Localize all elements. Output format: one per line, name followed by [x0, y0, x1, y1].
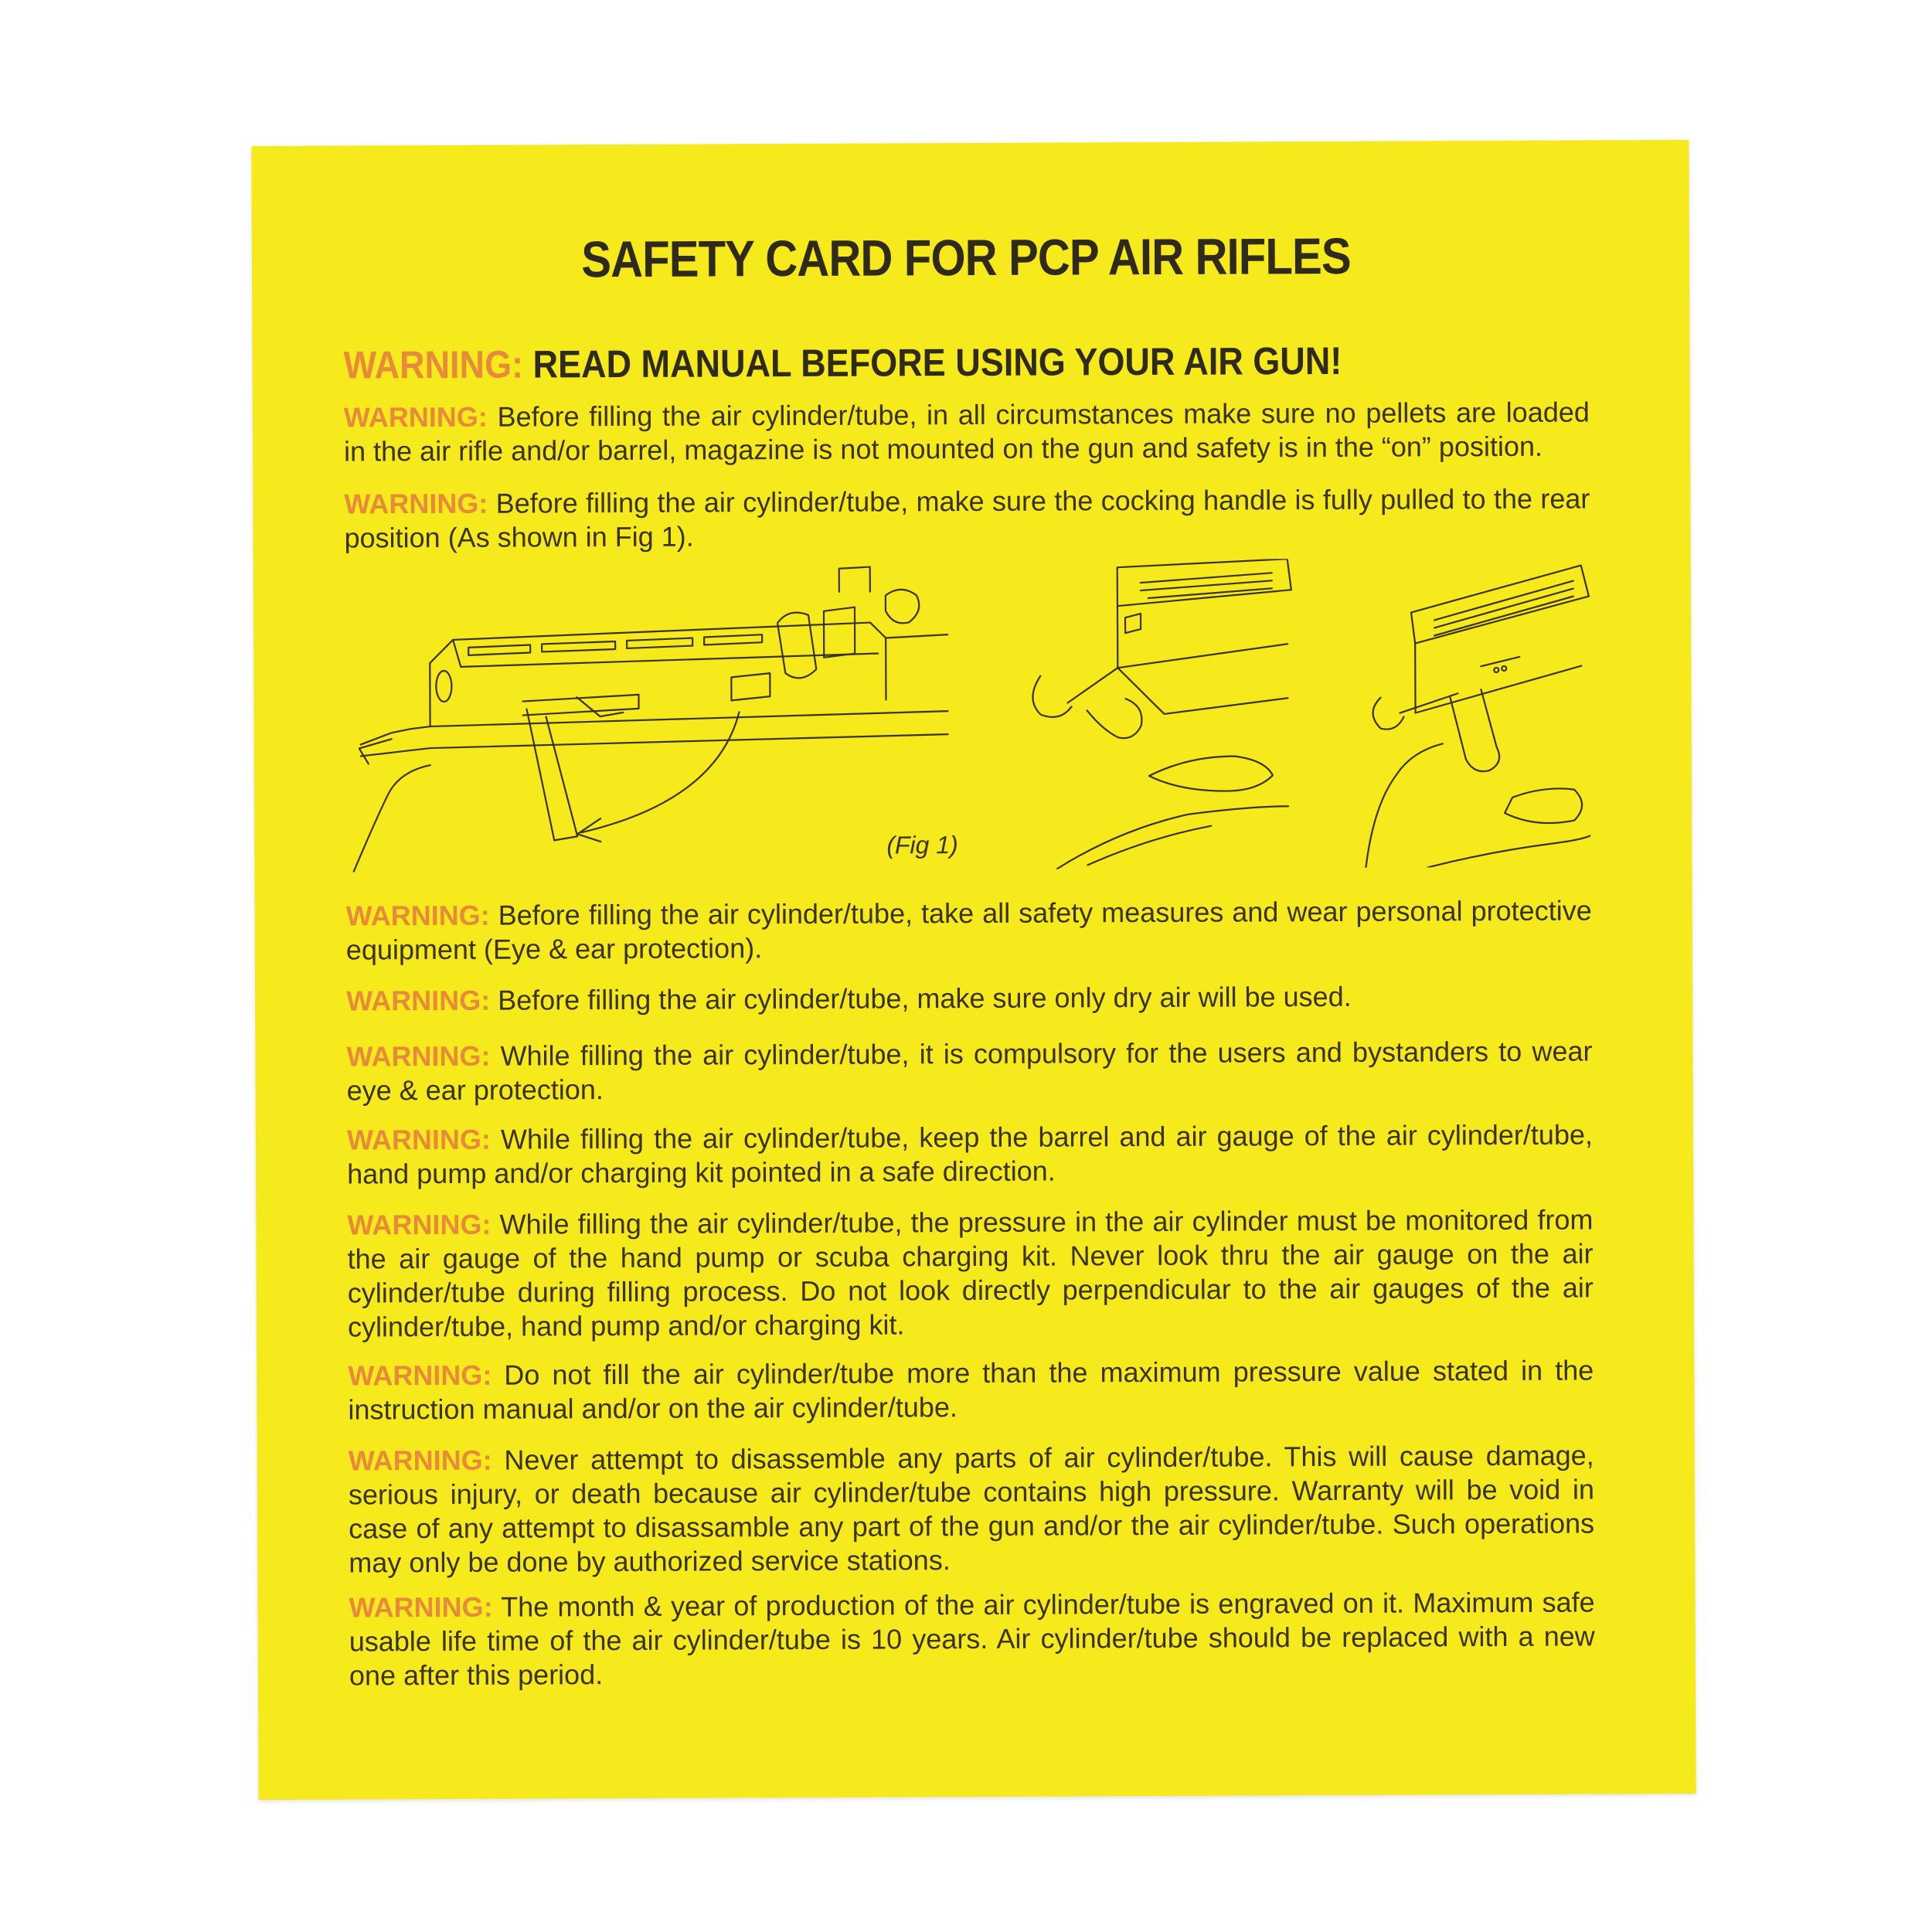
warning-label: WARNING:	[349, 1590, 493, 1624]
warning-label: WARNING:	[348, 1359, 492, 1392]
figure-caption: (Fig 1)	[886, 831, 958, 859]
warning-text: Do not fill the air cylinder/tube more than the maximum pressure value stated in the instruction manual and/or on the air cylinder/tube.	[348, 1354, 1594, 1426]
warning-text: The month & year of production of the air cylinder/tube is engraved on it. Maximum safe usable life time of the air cylinder/tube is 10 years. Air cylinder/tube should be replaced with a new one after this period.	[349, 1586, 1595, 1692]
warning-label: WARNING:	[346, 984, 491, 1017]
warning-paragraph-9	[349, 1439, 1595, 1580]
warning-paragraph-5	[346, 1035, 1592, 1108]
warning-text: While filling the air cylinder/tube, keep the barrel and air gauge of the air cylinder/tube, hand pump and/or charging kit pointed in a safe direction.	[347, 1118, 1594, 1190]
warning-text: While filling the air cylinder/tube, the pressure in the air cylinder must be monitored from the air gauge of the hand pump or scuba charging kit. Never look thru the air gauge on the air cylinder/tube during filling process. Do not look directly perpendicular to the air gauges of the air cylinder/tube, hand pump and/or charging kit.	[347, 1203, 1594, 1343]
warning-paragraph-4	[346, 979, 1592, 1019]
warning-text: Before filling the air cylinder/tube, make sure the cocking handle is fully pulled to the rear position (As shown in Fig 1).	[344, 482, 1590, 554]
card-content	[342, 141, 1595, 1692]
warning-label: WARNING:	[346, 1123, 492, 1156]
warning-text: Before filling the air cylinder/tube, take all safety measures and wear personal protective equipment (Eye & ear protection).	[345, 894, 1592, 966]
warning-paragraph-7	[347, 1203, 1594, 1345]
warning-paragraph-6	[347, 1118, 1593, 1192]
warning-text: Never attempt to disassemble any parts of air cylinder/tube. This will cause damage, serious injury, or death because air cylinder/tube contains high pressure. Warranty will be void in case of any attempt to disassamble any part of the gun and/or the air cylinder/tube. Such operations may only be done by authorized service stations.	[348, 1439, 1595, 1579]
warning-paragraph-8	[348, 1354, 1594, 1427]
warning-paragraph-10	[349, 1586, 1595, 1693]
warning-label: WARNING:	[343, 400, 488, 434]
fig1-illustration	[345, 558, 1592, 872]
headline-warning	[343, 338, 1342, 388]
bolt-handle-view-2	[1365, 566, 1590, 868]
warning-label: WARNING:	[346, 1039, 491, 1073]
bolt-handle-view-1	[1032, 559, 1293, 869]
warning-label: WARNING:	[348, 1444, 492, 1477]
warning-text: Before filling the air cylinder/tube, make sure only dry air will be used.	[490, 980, 1352, 1016]
safety-card	[251, 140, 1696, 1800]
warning-paragraph-2	[344, 482, 1590, 556]
warning-text: While filling the air cylinder/tube, it is compulsory for the users and bystanders to wear eye & ear protection.	[346, 1035, 1593, 1107]
headline-text: READ MANUAL BEFORE USING YOUR AIR GUN!	[532, 338, 1342, 386]
warning-label: WARNING:	[344, 487, 488, 520]
warning-text: Before filling the air cylinder/tube, in all circumstances make sure no pellets are loaded in the air rifle and/or barrel, magazine is not mounted on the gun and safety is in the “on” position.	[343, 396, 1590, 468]
warning-label: WARNING:	[345, 899, 490, 932]
warning-paragraph-3	[346, 894, 1592, 968]
warning-label: WARNING:	[343, 342, 524, 387]
card-title: SAFETY CARD FOR PCP AIR RIFLES	[581, 226, 1351, 288]
warning-label: WARNING:	[347, 1208, 492, 1241]
warning-paragraph-1	[344, 396, 1590, 469]
rifle-action-side-view	[352, 566, 949, 872]
